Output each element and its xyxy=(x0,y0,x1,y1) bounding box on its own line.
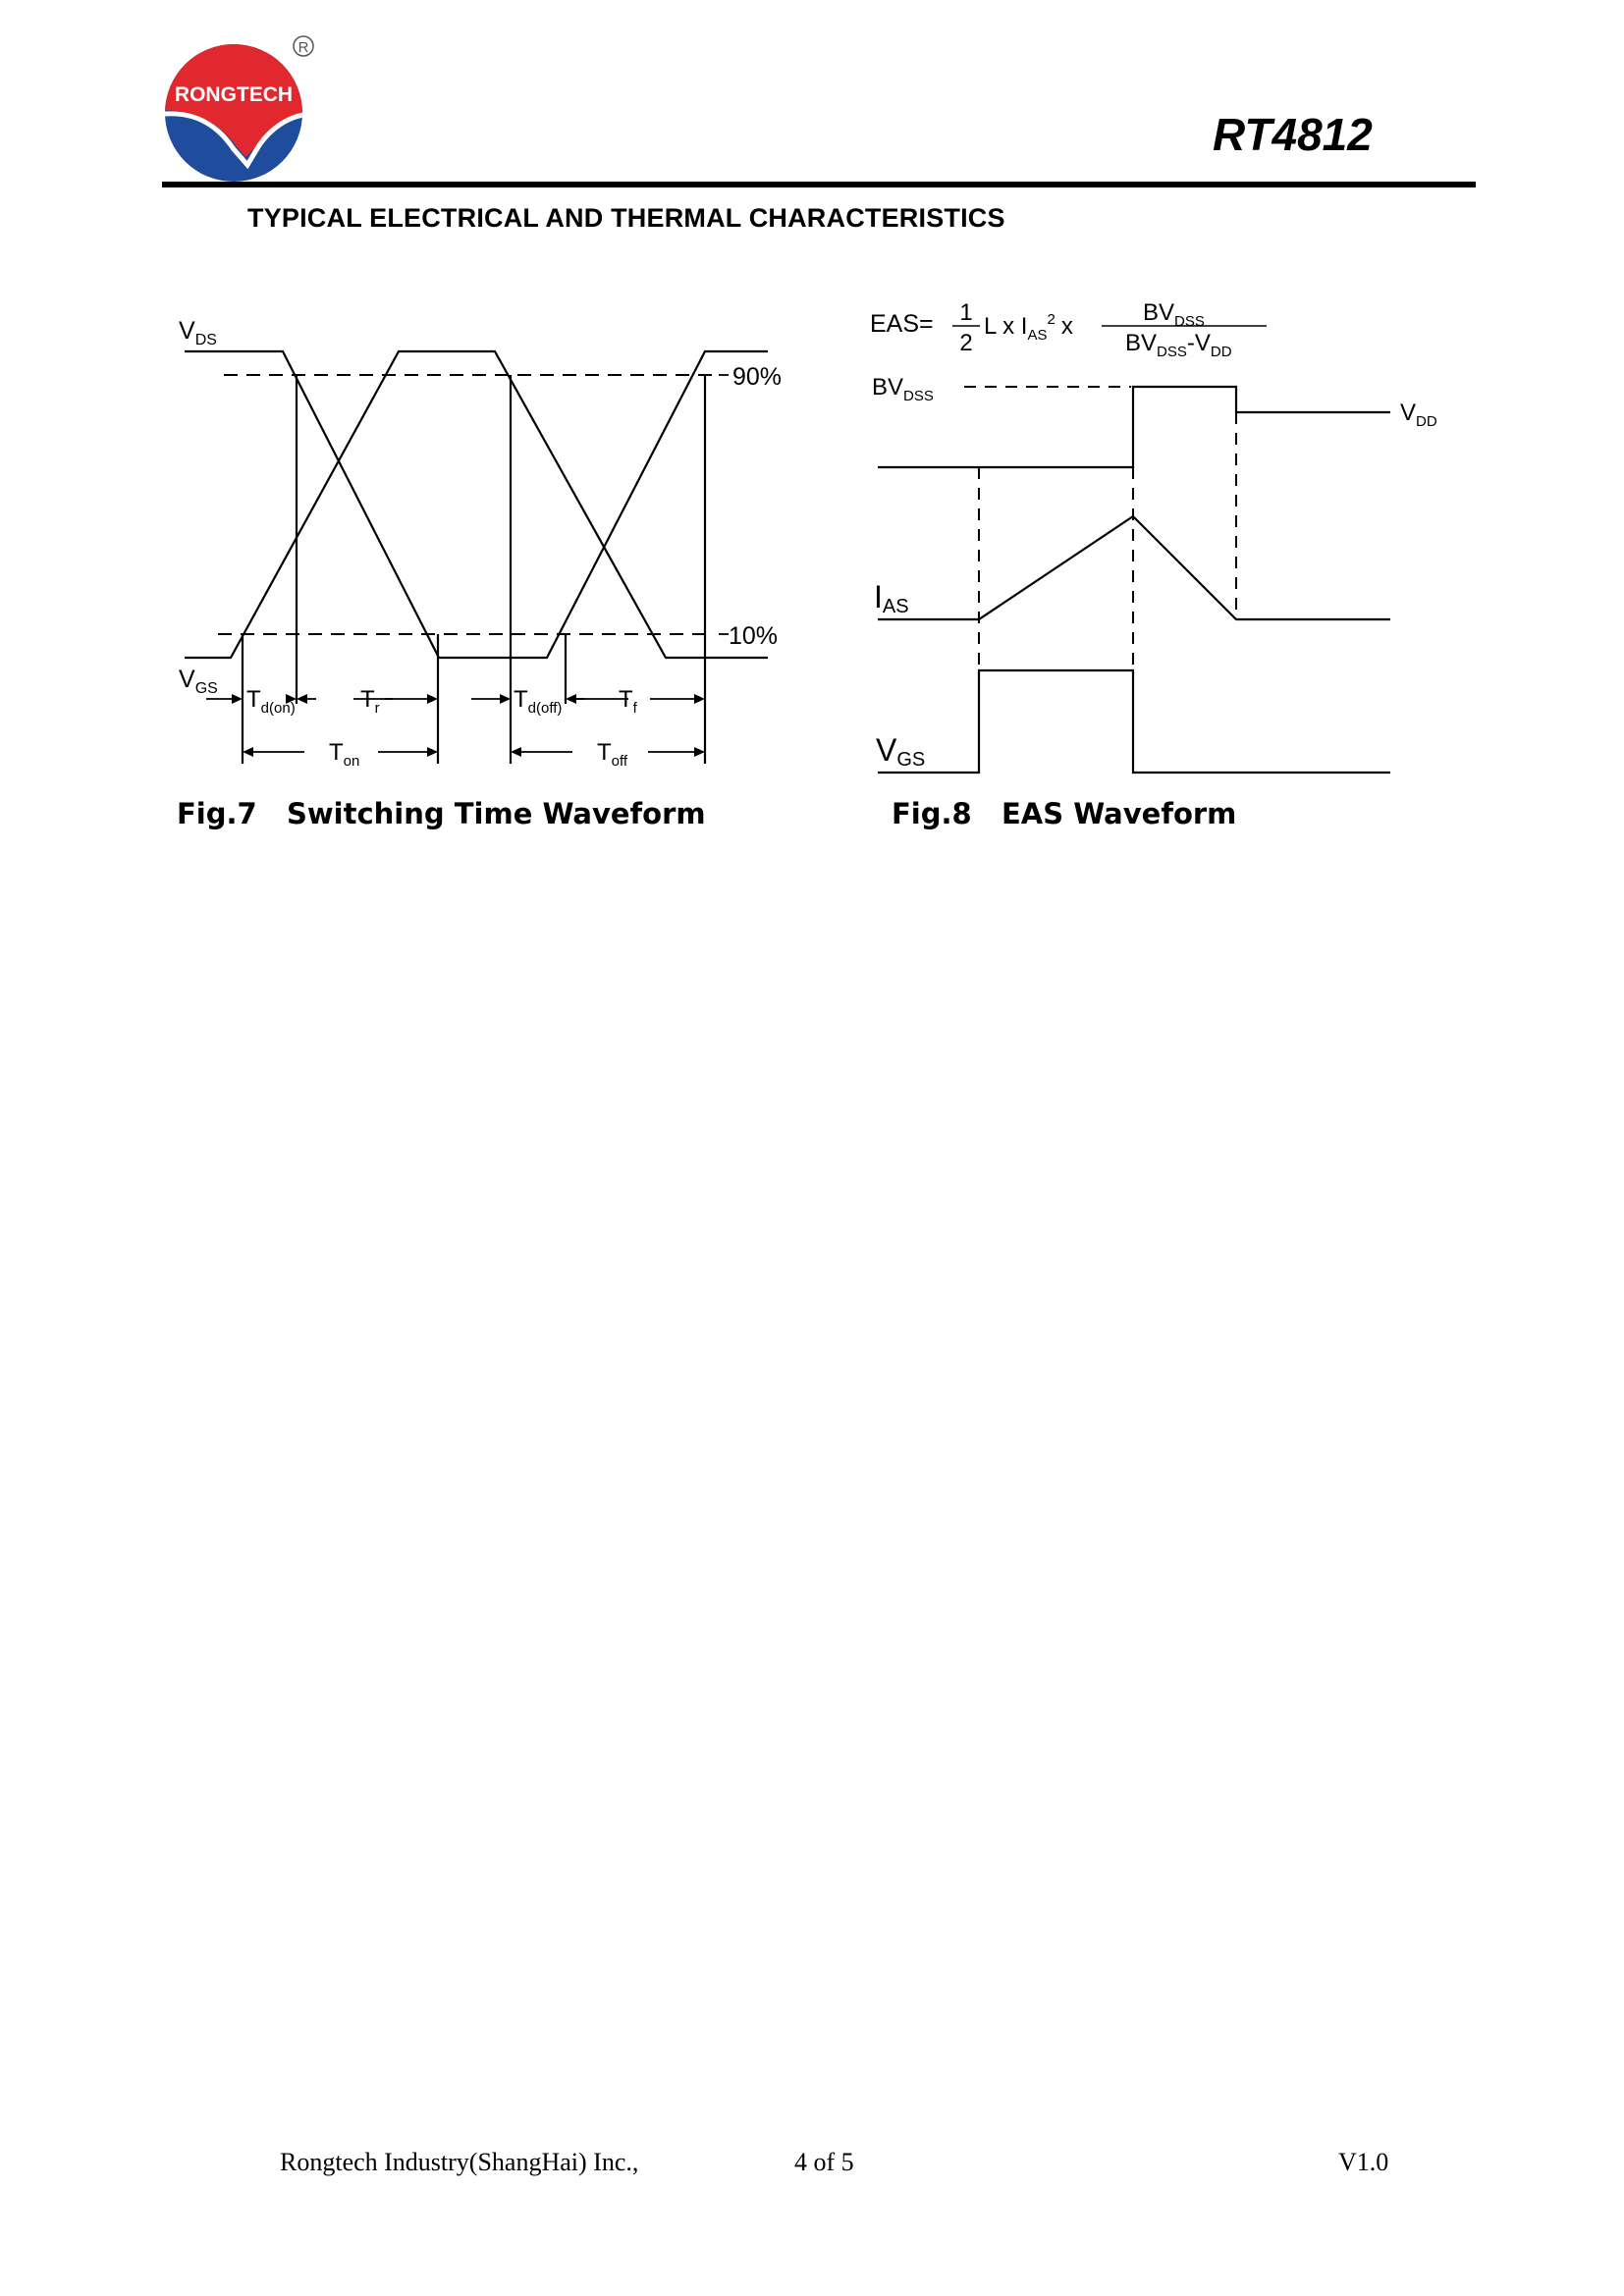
fig7-caption: Fig.7 Switching Time Waveform xyxy=(177,797,706,830)
vds-trace xyxy=(878,387,1390,467)
eas-waveform-diagram xyxy=(854,285,1483,785)
part-number: RT4812 xyxy=(1213,109,1373,160)
switching-time-waveform-diagram xyxy=(167,294,805,775)
svg-text:R: R xyxy=(298,39,309,56)
label-ias: IAS xyxy=(874,579,909,617)
eq-mid: L x $I_{AS}^2$ x xyxy=(984,311,1073,344)
label-vdd: $V_{DD}$ xyxy=(1400,400,1437,430)
footer-version: V1.0 xyxy=(1338,2148,1389,2176)
label-vds: $V_{DS}$ xyxy=(179,317,217,348)
rongtech-logo xyxy=(157,29,324,187)
label-ton: $T_{on}$ xyxy=(329,739,360,770)
label-td-on: $T_{d(on)}$ xyxy=(246,686,296,717)
label-td-off: $T_{d(off)}$ xyxy=(514,686,563,717)
footer-company: Rongtech Industry(ShangHai) Inc., xyxy=(280,2148,639,2176)
vgs-pulse-trace xyxy=(878,670,1390,773)
footer-page-number: 4 of 5 xyxy=(794,2148,854,2176)
label-vgs: $V_{GS}$ xyxy=(179,666,218,697)
header-divider xyxy=(162,182,1476,187)
eq-num1: 1 xyxy=(959,299,973,326)
eq-den2: $BV_{DSS}-V_{DD}$ xyxy=(1125,330,1232,360)
label-toff: $T_{off}$ xyxy=(597,739,628,770)
eq-den1: 2 xyxy=(959,330,973,356)
fig8-caption: Fig.8 EAS Waveform xyxy=(892,797,1237,830)
label-10-percent: 10% xyxy=(729,622,779,650)
vds-waveform xyxy=(185,351,768,658)
logo-text: RONGTECH xyxy=(174,83,294,106)
section-title: TYPICAL ELECTRICAL AND THERMAL CHARACTERISTICS xyxy=(247,203,1005,233)
eq-num2: $BV_{DSS}$ xyxy=(1143,299,1205,330)
label-90-percent: 90% xyxy=(732,363,783,391)
label-tf: $T_f$ xyxy=(619,686,637,717)
label-tr: $T_r$ xyxy=(360,686,380,717)
eq-lhs: EAS= xyxy=(870,310,934,338)
label-vgs: VGS xyxy=(876,732,926,771)
label-bvdss: $BV_{DSS}$ xyxy=(872,374,934,404)
